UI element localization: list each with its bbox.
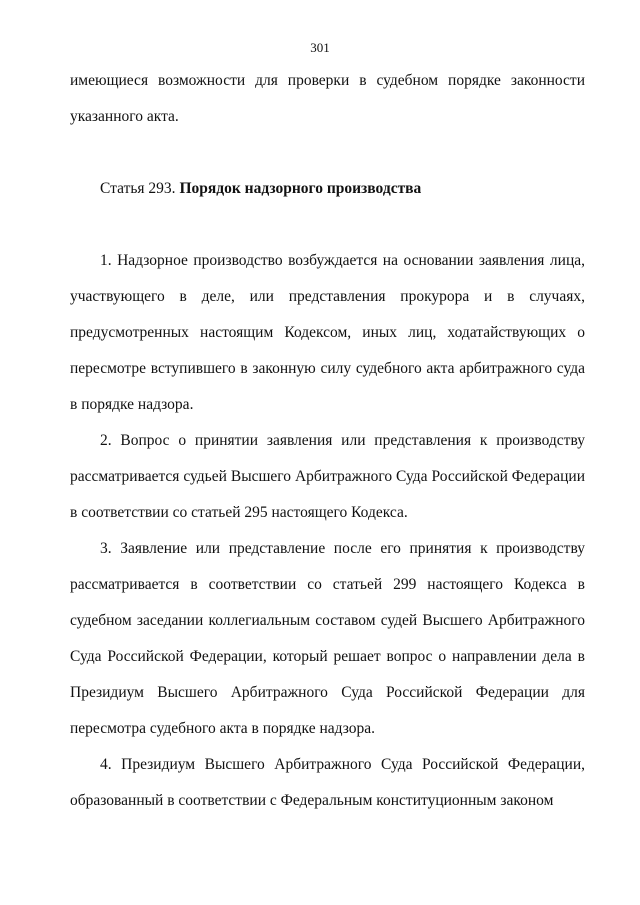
paragraph-3: 3. Заявление или представление после его принятия к производству рассматривается в соответствии со статьей 299 настоящего Кодекса в судебном заседании коллегиальным составом судей Высшего Арбитражного Суда Российской Федерации, который решает вопрос о направлении дела в Президиум Высшего Арбитражного Суда Российской Федерации для пересмотра судебного акта в порядке надзора. bbox=[70, 540, 585, 737]
continuation-paragraph: имеющиеся возможности для проверки в судебном порядке законности указанного акта. bbox=[70, 72, 585, 125]
paragraph-2: 2. Вопрос о принятии заявления или представления к производству рассматривается судьей Высшего Арбитражного Суда Российской Федерации в соответствии со статьей 295 настоящего Кодекса. bbox=[70, 432, 585, 521]
article-heading bbox=[70, 171, 585, 207]
paragraph-4: 4. Президиум Высшего Арбитражного Суда Российской Федерации, образованный в соответствии с Федеральным конституционным законом bbox=[70, 756, 585, 809]
paragraph-1: 1. Надзорное производство возбуждается на основании заявления лица, участвующего в деле, или представления прокурора и в случаях, предусмотренных настоящим Кодексом, иных лиц, ходатайствующих о пересмотре вступившего в законную силу судебного акта арбитражного суда в порядке надзора. bbox=[70, 252, 585, 413]
document-body bbox=[70, 63, 585, 819]
article-label: Статья 293. bbox=[100, 180, 176, 197]
page-number: 301 bbox=[310, 40, 330, 55]
article-title: Порядок надзорного производства bbox=[179, 180, 422, 197]
